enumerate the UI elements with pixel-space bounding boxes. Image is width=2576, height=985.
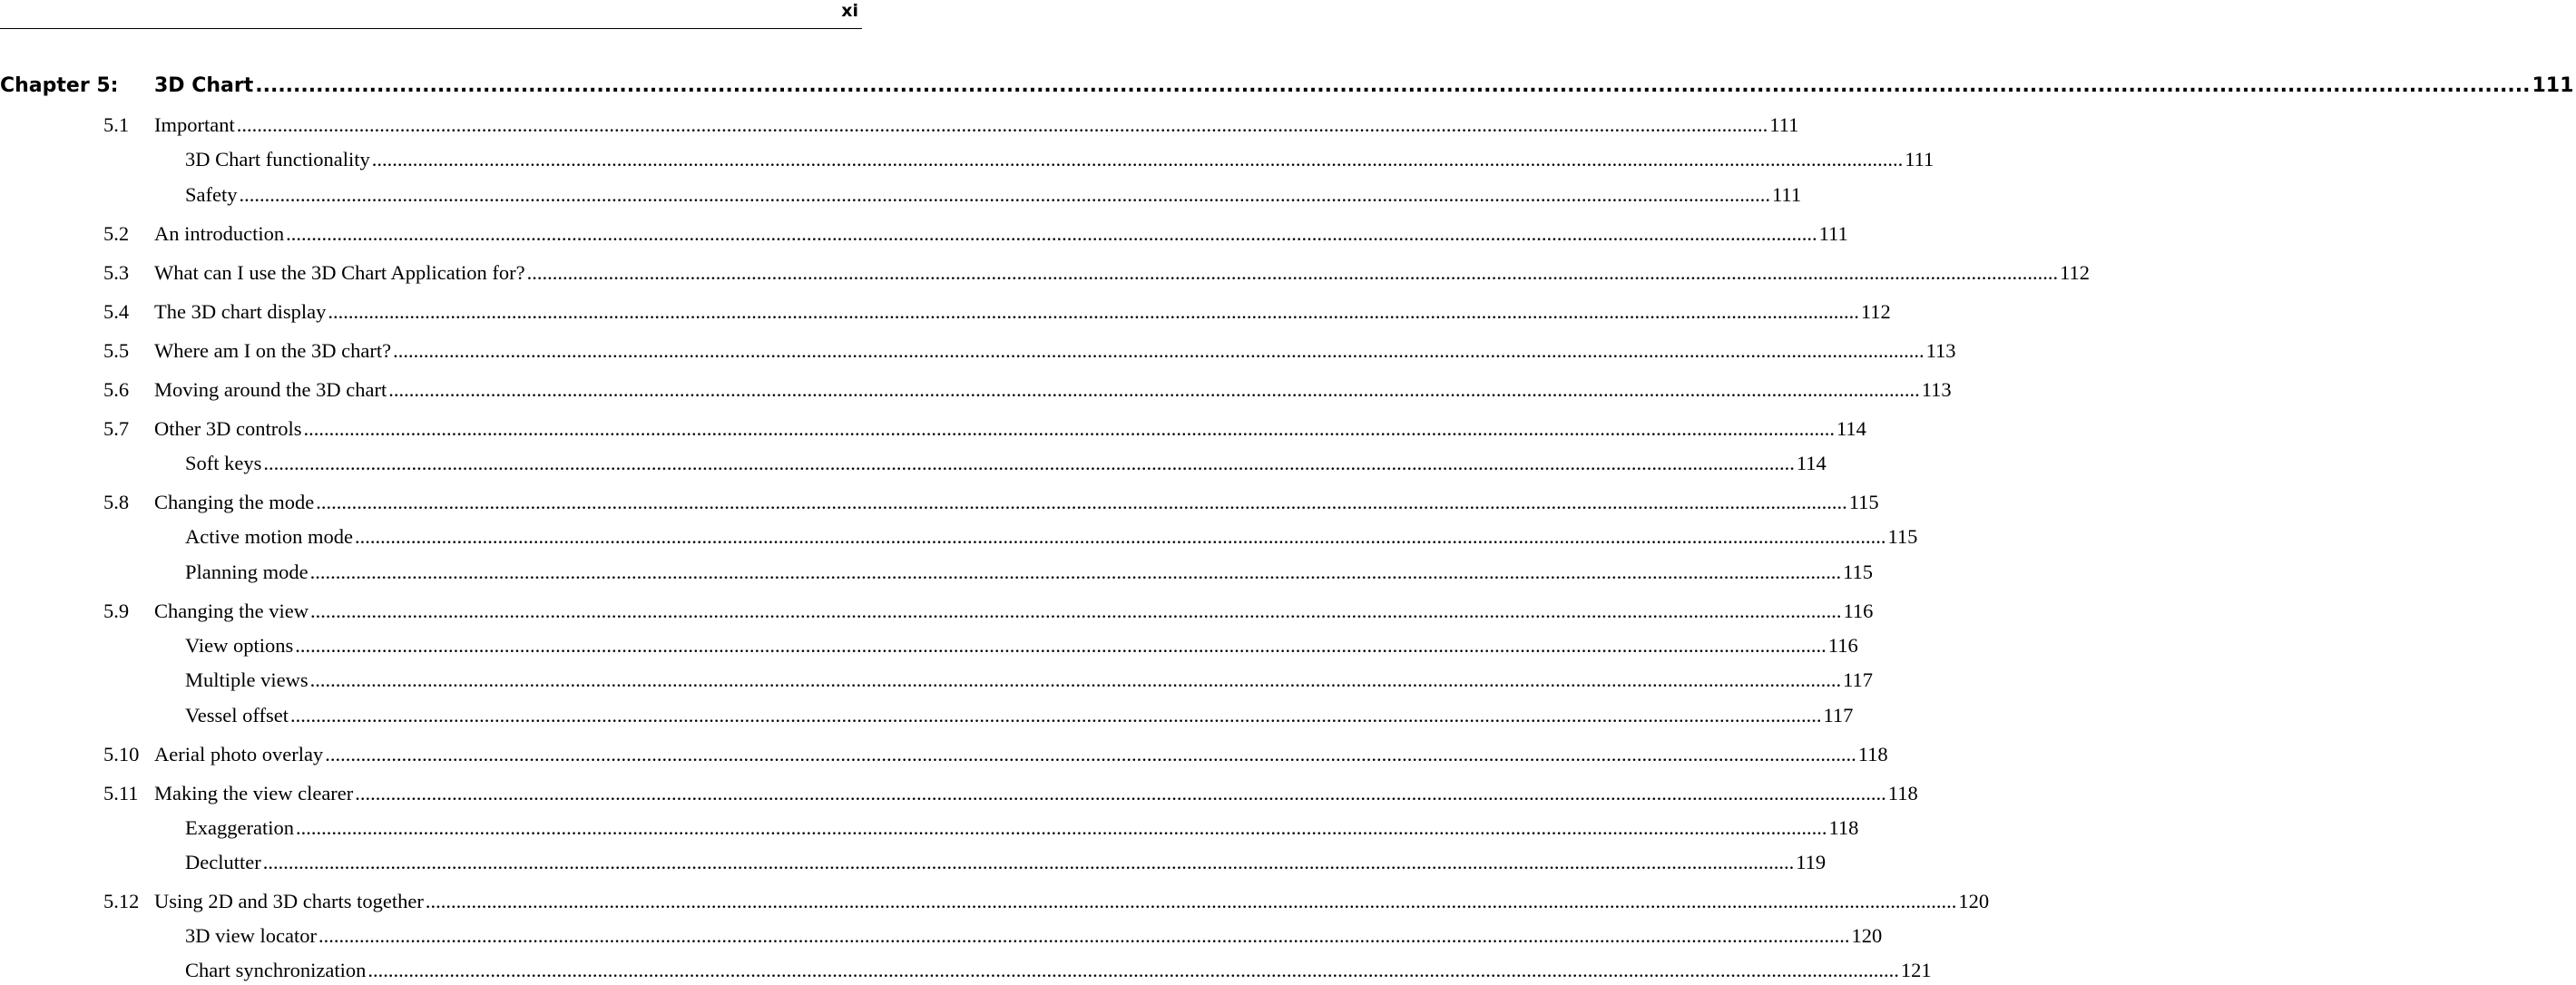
page-ref: 111 (1771, 183, 1802, 206)
dot-leader: ............................................................................................................................................................................................................................................................................................................ (388, 378, 1920, 401)
section-title: Important (154, 113, 235, 136)
toc-entry[interactable] (103, 887, 1990, 916)
toc-entry[interactable] (103, 488, 1879, 517)
subsection-title: Vessel offset (185, 704, 289, 727)
section-number: 5.6 (103, 378, 130, 401)
section-number: 5.8 (103, 491, 130, 513)
toc-entry[interactable] (103, 219, 1848, 249)
dot-leader: ............................................................................................................................................................................................................................................................................................................ (289, 704, 1822, 727)
page-ref: 118 (1828, 816, 1859, 839)
subsection-title: Safety (185, 183, 238, 206)
toc-subentry[interactable] (185, 180, 1802, 210)
dot-leader: ............................................................................................................................................................................................................................................................................................................ (355, 782, 1886, 805)
page-ref: 115 (1887, 525, 1918, 548)
subsection-title: Exaggeration (185, 816, 294, 839)
page-ref: 112 (2060, 261, 2091, 284)
toc-subentry[interactable] (185, 449, 1827, 478)
toc-subentry[interactable] (185, 848, 1827, 877)
subsection-title: Planning mode (185, 561, 309, 583)
section-title: Changing the mode (154, 491, 315, 513)
section-number: 5.1 (103, 113, 130, 136)
toc-entry[interactable] (103, 597, 1874, 626)
toc-entry[interactable] (103, 336, 1956, 366)
page-ref: 117 (1823, 704, 1854, 727)
dot-leader: ............................................................................................................................................................................................................................................................................................................ (316, 491, 1847, 513)
toc-subentry[interactable] (185, 922, 1883, 951)
chapter-number: Chapter 5: (0, 74, 119, 97)
dot-leader: ............................................................................................................................................................................................................................................................................................................ (328, 300, 1859, 323)
page-ref: 114 (1796, 452, 1827, 474)
dot-leader: ............................................................................................................................................................................................................................................................................................................ (325, 743, 1856, 766)
page-ref: 111 (1769, 113, 1799, 136)
dot-leader: ............................................................................................................................................................................................................................................................................................................ (367, 959, 1899, 981)
toc-entry[interactable] (103, 297, 1891, 327)
section-number: 5.2 (103, 222, 130, 245)
page-ref: 116 (1843, 600, 1874, 622)
chapter-page: 111 (2532, 74, 2574, 97)
section-title: Other 3D controls (154, 417, 302, 440)
section-number: 5.10 (103, 743, 140, 766)
subsection-title: Declutter (185, 851, 261, 873)
page-ref: 120 (1851, 924, 1883, 947)
page-ref: 117 (1843, 668, 1874, 691)
page-ref: 120 (1958, 890, 1990, 912)
page-ref: 116 (1827, 634, 1858, 657)
dot-leader: ............................................................................................................................................................................................................................................................................................................ (318, 924, 1850, 947)
page-ref: 115 (1843, 561, 1874, 583)
subsection-title: Chart synchronization (185, 959, 367, 981)
dot-leader: ............................................................................................................................................................................................................................................................................................................ (526, 261, 2059, 284)
page-ref: 115 (1848, 491, 1879, 513)
dot-leader: ............................................................................................................................................................................................................................................................................................................ (425, 890, 1957, 912)
dot-leader: ............................................................................................................................................................................................................................................................................................................ (309, 600, 1842, 622)
page-ref: 111 (1818, 222, 1848, 245)
section-number: 5.12 (103, 890, 140, 912)
page-number: xi (841, 1, 858, 21)
dot-leader: ............................................................................................................................................................................................................................................................................................................ (309, 561, 1842, 583)
toc-subentry[interactable] (185, 956, 1932, 985)
dot-leader: ............................................................................................................................................................................................................................................................................................................ (236, 113, 1768, 136)
dot-leader: ............................................................................................................................................................................................................................................................................................................ (393, 339, 1925, 362)
toc-entry[interactable] (103, 779, 1918, 808)
dot-leader: ............................................................................................................................................................................................................................................................................................................ (354, 525, 1886, 548)
subsection-title: Soft keys (185, 452, 262, 474)
page-ref: 121 (1900, 959, 1932, 981)
section-title: What can I use the 3D Chart Application for? (154, 261, 525, 284)
toc-subentry[interactable] (185, 631, 1858, 660)
subsection-title: 3D view locator (185, 924, 317, 947)
page-ref: 114 (1836, 417, 1866, 440)
dot-leader: ............................................................................................................................................................................................................................................................................................................ (263, 452, 1795, 474)
dot-leader: ............................................................................................................................................................................................................................................................................................................ (295, 634, 1827, 657)
dot-leader: ............................................................................................................................................................................................................................................................................................................ (309, 668, 1842, 691)
section-title: Aerial photo overlay (154, 743, 324, 766)
chapter-title: 3D Chart (154, 74, 254, 97)
section-number: 5.4 (103, 300, 130, 323)
dot-leader: ............................................................................................................................................................................................................................................................................................................ (239, 183, 1770, 206)
section-title: Changing the view (154, 600, 309, 622)
section-number: 5.5 (103, 339, 130, 362)
page-ref: 119 (1796, 851, 1827, 873)
section-title: Making the view clearer (154, 782, 354, 805)
subsection-title: 3D Chart functionality (185, 148, 370, 171)
toc-subentry[interactable] (185, 701, 1854, 730)
dot-leader: ............................................................................................................................................................................................................................................................................................................ (286, 222, 1817, 245)
subsection-title: View options (185, 634, 294, 657)
chapter-heading[interactable] (0, 72, 2574, 101)
subsection-title: Multiple views (185, 668, 309, 691)
page-ref: 113 (1925, 339, 1956, 362)
dot-leader: ............................................................................................................................................................................................................................................................................................................ (262, 851, 1795, 873)
toc-entry[interactable] (103, 414, 1866, 444)
section-title: Where am I on the 3D chart? (154, 339, 392, 362)
section-number: 5.9 (103, 600, 130, 622)
dot-leader: ............................................................................................................................................................................................................................................................................................................ (303, 417, 1835, 440)
dot-leader: ............................................................................................................................................................................................................................................................................................................ (371, 148, 1904, 171)
toc-subentry[interactable] (185, 558, 1874, 587)
toc-subentry[interactable] (185, 666, 1874, 695)
header-rule (0, 28, 862, 29)
dot-leader: ............................................................................................................................................................................................................................................................................................................ (255, 74, 2531, 97)
toc-subentry[interactable] (185, 145, 1934, 174)
page-ref: 112 (1860, 300, 1891, 323)
page-ref: 118 (1887, 782, 1918, 805)
toc-subentry[interactable] (185, 522, 1918, 551)
toc-entry[interactable] (103, 258, 2091, 288)
toc-entry[interactable] (103, 111, 1799, 140)
dot-leader: ............................................................................................................................................................................................................................................................................................................ (295, 816, 1827, 839)
section-number: 5.3 (103, 261, 130, 284)
toc-entry[interactable] (103, 375, 1952, 405)
section-title: Moving around the 3D chart (154, 378, 387, 401)
page-ref: 111 (1905, 148, 1934, 171)
section-number: 5.11 (103, 782, 139, 805)
toc-entry[interactable] (103, 740, 1888, 769)
toc-subentry[interactable] (185, 814, 1859, 843)
page-ref: 118 (1857, 743, 1888, 766)
section-number: 5.7 (103, 417, 130, 440)
page-ref: 113 (1921, 378, 1952, 401)
section-title: Using 2D and 3D charts together (154, 890, 424, 912)
section-title: An introduction (154, 222, 285, 245)
subsection-title: Active motion mode (185, 525, 353, 548)
section-title: The 3D chart display (154, 300, 327, 323)
